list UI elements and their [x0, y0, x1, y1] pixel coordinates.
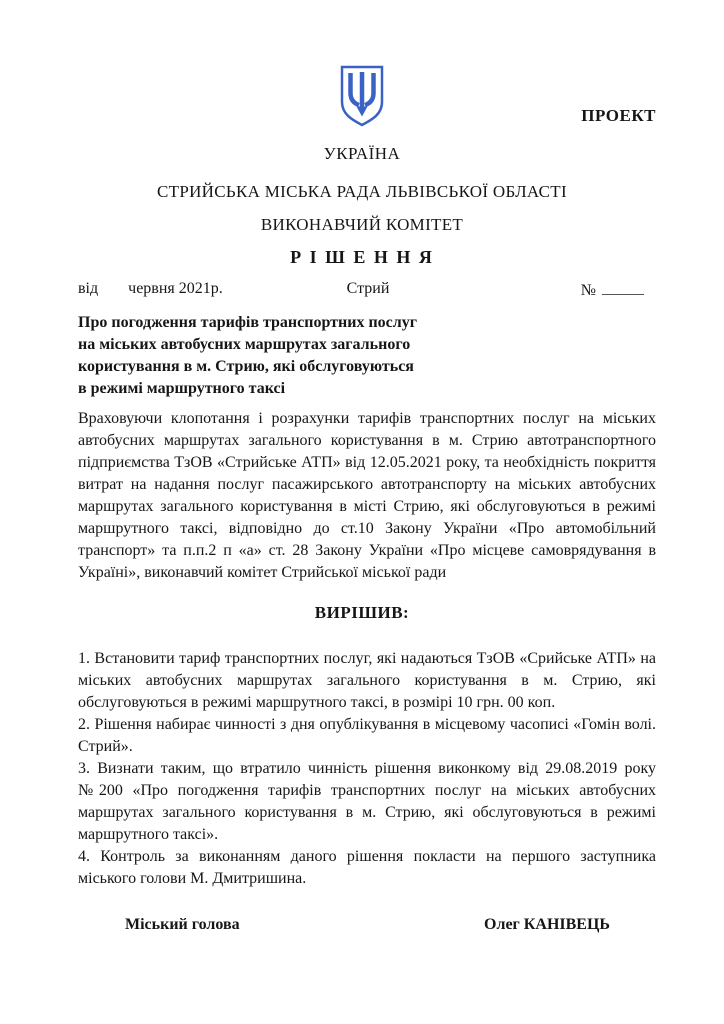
subject-line: в режимі маршрутного таксі	[78, 380, 286, 397]
date-value: червня 2021р.	[128, 280, 223, 297]
signature-row	[78, 916, 656, 934]
subject-line: користування в м. Стрию, які обслуговуються	[78, 358, 414, 375]
resolution-item: 3. Визнати таким, що втратило чинність рішення виконкому від 29.08.2019 року №200 «Про погодження тарифів транспортних послуг на міських автобусних маршрутах загального користування в м. Стрию, які обслуговуються в режимі маршрутного таксі».	[78, 760, 656, 843]
number-field	[581, 280, 644, 300]
number-blank-line	[602, 280, 644, 295]
document-type-title: Р І Ш Е Н Н Я	[290, 247, 434, 267]
document-header	[0, 144, 724, 268]
number-label: №	[580, 282, 596, 299]
signature-title: Міський голова	[125, 916, 240, 933]
resolution-items	[78, 648, 656, 890]
date-prefix: від	[78, 280, 99, 297]
country-title: УКРАЇНА	[323, 144, 401, 163]
council-title: СТРИЙСЬКА МІСЬКА РАДА ЛЬВІВСЬКОЇ ОБЛАСТІ	[157, 182, 567, 201]
preamble-paragraph: Враховуючи клопотання і розрахунки тарифів транспортних послуг на міських автобусних маршрутах загального користування в м. Стрию автотранспортного підприємства ТзОВ «Стрийське АТП» від 12.05.2021 року, та необхідність покриття витрат на надання послуг пасажирського автотранспорту на міських автобусних маршрутах загального користування в місті Стрию, які обслуговуються в режимі маршрутного таксі, відповідно до ст.10 Закону України «Про автомобільний транспорт» та п.п.2 п «а» ст. 28 Закону України «Про місцеве самоврядування в Україні», виконавчий комітет Стрийської міської ради	[78, 410, 656, 581]
subject-block	[78, 312, 508, 400]
subject-line: на міських автобусних маршрутах загального	[78, 336, 411, 353]
committee-title: ВИКОНАВЧИЙ КОМІТЕТ	[260, 215, 464, 234]
resolution-item: 2. Рішення набирає чинності з дня опублікування в місцевому часописі «Гомін волі. Стрий».	[78, 716, 656, 755]
resolution-item: 1. Встановити тариф транспортних послуг, які надаються ТзОВ «Срийське АТП» на міських автобусних маршрутах загального користування в м. Стрию, які обслуговуються в режимі маршрутного таксі, в розмірі 10 грн. 00 коп.	[78, 650, 656, 711]
signature-name: Олег КАНІВЕЦЬ	[484, 916, 610, 933]
subject-line: Про погодження тарифів транспортних послуг	[78, 314, 418, 331]
ukraine-coat-of-arms-icon	[337, 64, 387, 128]
resolution-item: 4. Контроль за виконанням даного рішення покласти на першого заступника міського голови М. Дмитришина.	[78, 848, 656, 887]
city-value: Стрий	[346, 280, 390, 297]
resolved-heading: ВИРІШИВ:	[314, 603, 410, 622]
project-label: ПРОЕКТ	[581, 106, 656, 125]
